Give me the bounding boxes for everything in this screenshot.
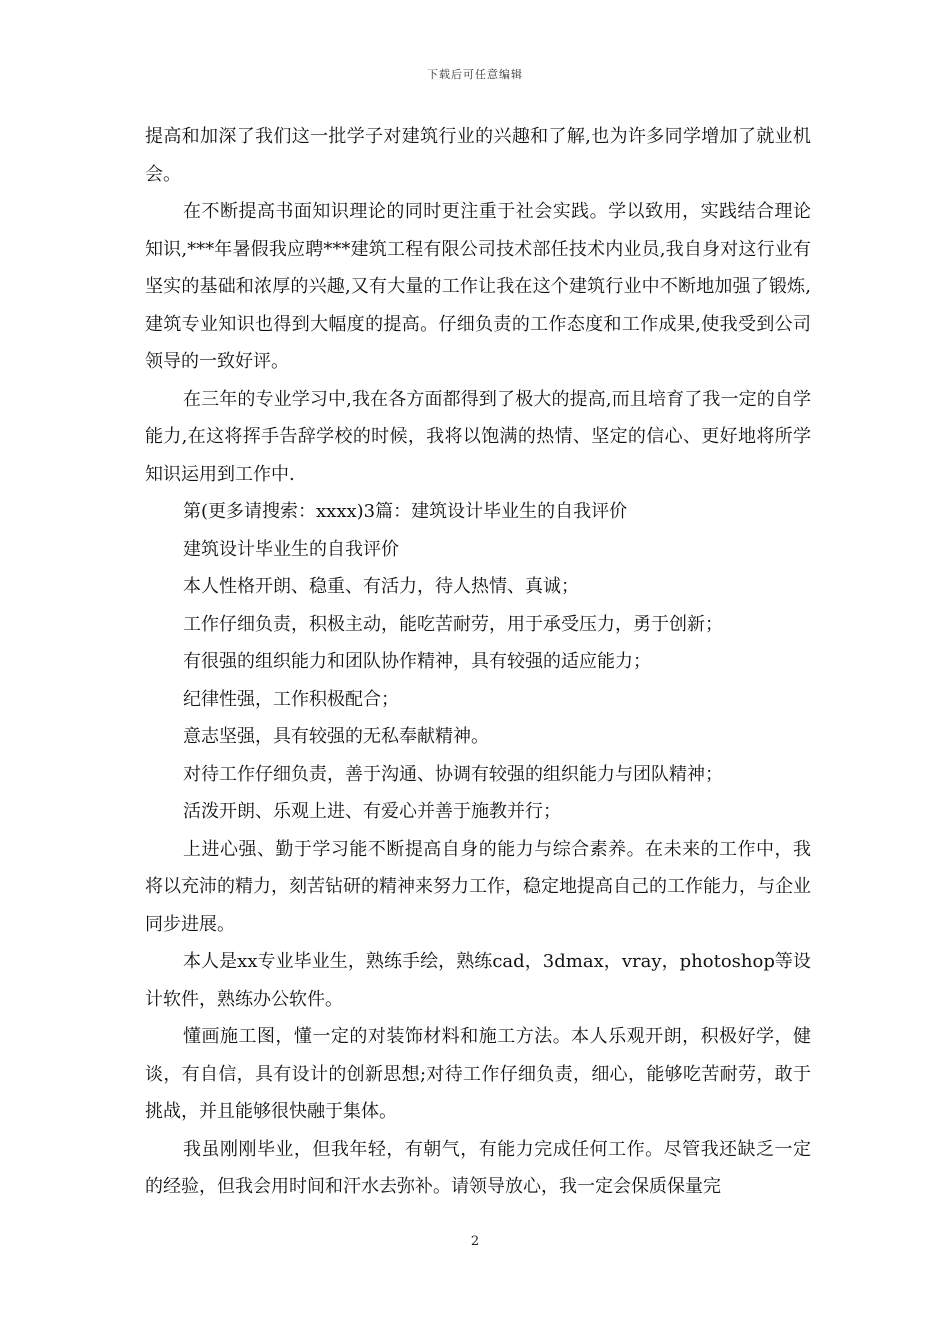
section-subtitle: 建筑设计毕业生的自我评价 xyxy=(183,538,399,560)
list-item: 纪律性强，工作积极配合； xyxy=(183,688,399,710)
paragraph-13: 上进心强、勤于学习能不断提高自身的能力与综合素养。在未来的工作中，我将以充沛的精力，刻苦钻研的精神来努力工作，稳定地提高自己的工作能力，与企业同步进展。 xyxy=(145,838,811,935)
paragraph-3: 在三年的专业学习中,我在各方面都得到了极大的提高,而且培育了我一定的自学能力,在这将挥手告辞学校的时候，我将以饱满的热情、坚定的信心、更好地将所学知识运用到工作中. xyxy=(145,388,811,485)
paragraph-15: 懂画施工图，懂一定的对装饰材料和施工方法。本人乐观开朗，积极好学，健谈，有自信，具有设计的创新思想;对待工作仔细负责，细心，能够吃苦耐劳，敢于挑战，并且能够很快融于集体。 xyxy=(145,1026,811,1122)
document-body xyxy=(145,118,811,1206)
list-item: 本人性格开朗、稳重、有活力，待人热情、真诚； xyxy=(183,576,579,597)
section-heading: 第(更多请搜索：xxxx)3篇：建筑设计毕业生的自我评价 xyxy=(183,501,628,522)
list-item: 对待工作仔细负责，善于沟通、协调有较强的组织能力与团队精神； xyxy=(183,763,723,785)
paragraph-14: 本人是xx专业毕业生，熟练手绘，熟练cad，3dmax，vray，photoshop等设计软件，熟练办公软件。 xyxy=(145,951,811,1010)
page-number: 2 xyxy=(470,1234,480,1249)
list-item: 意志坚强，具有较强的无私奉献精神。 xyxy=(183,726,489,747)
paragraph-1: 提高和加深了我们这一批学子对建筑行业的兴趣和了解,也为许多同学增加了就业机会。 xyxy=(145,126,811,185)
list-item: 工作仔细负责，积极主动，能吃苦耐劳，用于承受压力，勇于创新； xyxy=(183,613,723,635)
paragraph-16: 我虽刚刚毕业，但我年轻，有朝气，有能力完成任何工作。尽管我还缺乏一定的经验，但我会用时间和汗水去弥补。请领导放心，我一定会保质保量完 xyxy=(145,1138,811,1197)
page-header: 下载后可任意编辑 xyxy=(427,68,523,81)
paragraph-2: 在不断提高书面知识理论的同时更注重于社会实践。学以致用，实践结合理论知识,***年暑假我应聘***建筑工程有限公司技术部任技术内业员,我自身对这行业有坚实的基础和浓厚的兴趣,又有大量的工作让我在这个建筑行业中不断地加强了锻炼,建筑专业知识也得到大幅度的提高。仔细负责的工作态度和工作成果,使我受到公司领导的一致好评。 xyxy=(145,201,811,372)
list-item: 有很强的组织能力和团队协作精神，具有较强的适应能力； xyxy=(183,651,651,672)
list-item: 活泼开朗、乐观上进、有爱心并善于施教并行； xyxy=(183,801,561,822)
